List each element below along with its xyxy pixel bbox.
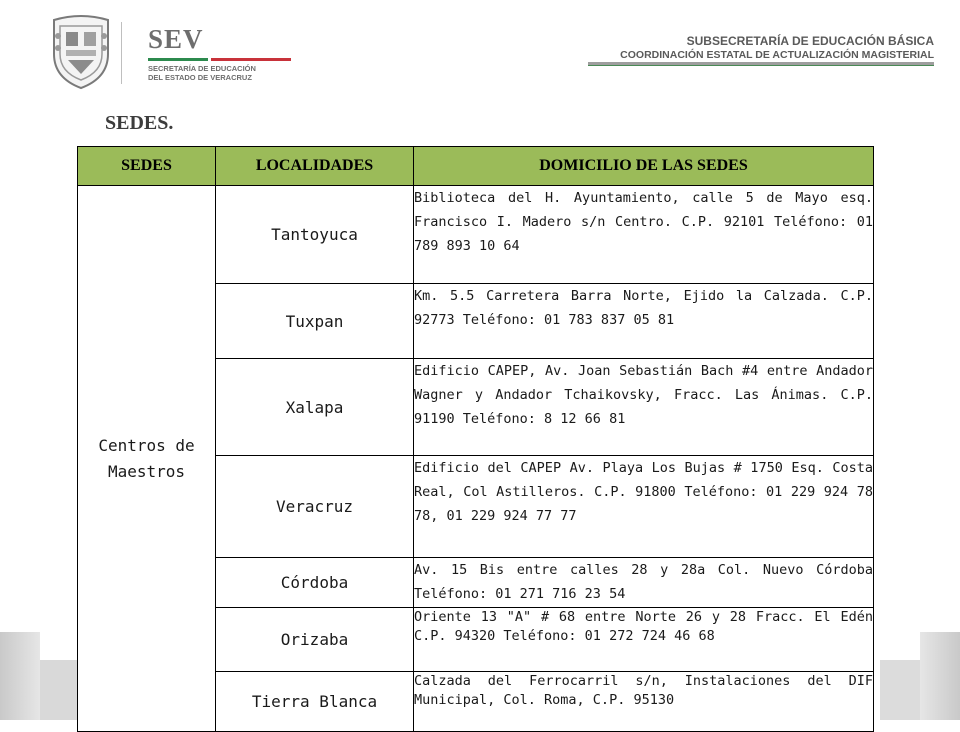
decoration-right xyxy=(920,632,960,720)
logo-stripe-green xyxy=(148,58,208,61)
veracruz-shield-icon xyxy=(48,14,114,90)
header-subsecretaria: SUBSECRETARÍA DE EDUCACIÓN BÁSICA xyxy=(686,34,934,48)
localidad-cell: Tuxpan xyxy=(216,284,414,359)
decoration-left xyxy=(0,632,40,720)
table-row xyxy=(78,186,874,284)
header-coordinacion: COORDINACIÓN ESTATAL DE ACTUALIZACIÓN MAGISTERIAL xyxy=(620,49,934,61)
header-domicilio: DOMICILIO DE LAS SEDES xyxy=(414,147,874,186)
domicilio-cell: Km. 5.5 Carretera Barra Norte, Ejido la Calzada. C.P. 92773 Teléfono: 01 783 837 05 81 xyxy=(414,284,874,359)
sev-subtitle-line-2: DEL ESTADO DE VERACRUZ xyxy=(148,73,252,82)
header-sedes: SEDES xyxy=(78,147,216,186)
sedes-table xyxy=(77,146,874,732)
header-localidades: LOCALIDADES xyxy=(216,147,414,186)
sev-subtitle-line-1: SECRETARÍA DE EDUCACIÓN xyxy=(148,64,256,73)
localidad-cell: Xalapa xyxy=(216,359,414,456)
localidad-cell: Tierra Blanca xyxy=(216,672,414,732)
sev-subtitle xyxy=(148,64,298,82)
header-agency xyxy=(600,34,934,62)
logo-divider xyxy=(121,22,122,84)
localidad-cell: Orizaba xyxy=(216,608,414,672)
sev-title: SEV xyxy=(148,24,204,54)
localidad-cell: Córdoba xyxy=(216,558,414,608)
sede-cell: Centros de Maestros xyxy=(78,186,216,732)
sev-logo xyxy=(48,14,256,90)
decoration-right-inner xyxy=(880,660,920,720)
header-rule-green xyxy=(588,65,934,66)
logo-stripe-red xyxy=(211,58,291,61)
domicilio-cell: Biblioteca del H. Ayuntamiento, calle 5 de Mayo esq. Francisco I. Madero s/n Centro. C.P. 92101 Teléfono: 01 789 893 10 64 xyxy=(414,186,874,284)
localidad-cell: Veracruz xyxy=(216,456,414,558)
domicilio-cell: Edificio CAPEP, Av. Joan Sebastián Bach #4 entre Andador Wagner y Andador Tchaikovsky, Fracc. Las Ánimas. C.P. 91190 Teléfono: 8 12 66 81 xyxy=(414,359,874,456)
domicilio-cell: Oriente 13 "A" # 68 entre Norte 26 y 28 Fracc. El Edén C.P. 94320 Teléfono: 01 272 724 46 68 xyxy=(414,608,874,672)
decoration-left-inner xyxy=(40,660,80,720)
localidad-cell: Tantoyuca xyxy=(216,186,414,284)
domicilio-cell: Av. 15 Bis entre calles 28 y 28a Col. Nuevo Córdoba Teléfono: 01 271 716 23 54 xyxy=(414,558,874,608)
domicilio-cell: Calzada del Ferrocarril s/n, Instalaciones del DIF Municipal, Col. Roma, C.P. 95130 xyxy=(414,672,874,732)
table-header-row xyxy=(78,147,874,186)
domicilio-cell: Edificio del CAPEP Av. Playa Los Bujas # 1750 Esq. Costa Real, Col Astilleros. C.P. 91800 Teléfono: 01 229 924 78 78, 01 229 924 77 77 xyxy=(414,456,874,558)
page-title: SEDES. xyxy=(105,112,174,134)
